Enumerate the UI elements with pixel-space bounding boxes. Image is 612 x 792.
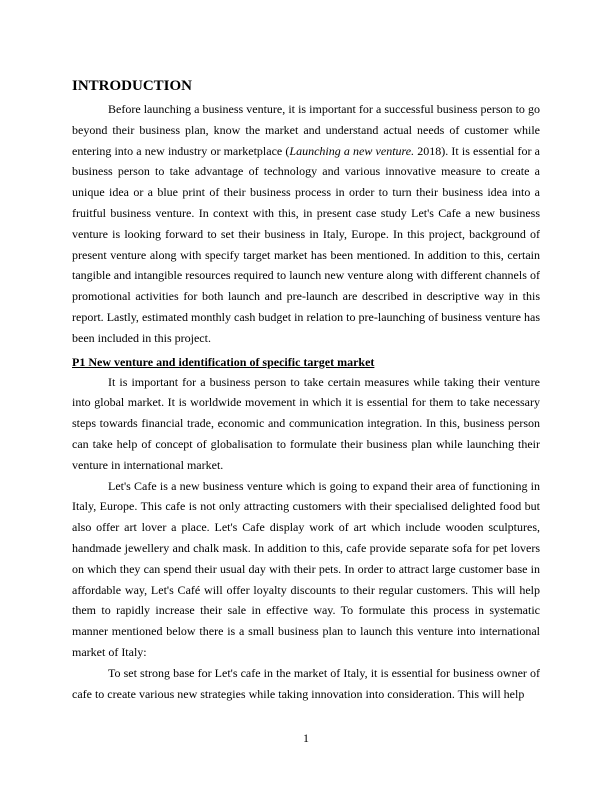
introduction-paragraph xyxy=(72,99,540,349)
page-content xyxy=(72,77,540,704)
intro-text-part-2: 2018). It is essential for a business person to take advantage of technology and various innovative measure to create a unique idea or a blue print of their business process in order to turn their business idea into a fruitful business venture. In context with this, in present case study Let's Cafe a new business venture is looking forward to set their business in Italy, Europe. In this project, background of present venture along with specify target market has been mentioned. In addition to this, certain tangible and intangible resources required to launch new venture along with different channels of promotional activities for both launch and pre-launch are described in descriptive way in this report. Lastly, estimated monthly cash budget in relation to pre-launching of business venture has been included in this project. xyxy=(72,143,541,345)
intro-text-part-1: Before launching a business venture, it is important for a successful business person to go beyond their business plan, know the market and understand actual needs of customer while entering into a new industry or marketplace ( xyxy=(72,102,540,158)
introduction-heading: INTRODUCTION xyxy=(72,78,193,94)
page-number: 1 xyxy=(303,731,309,745)
section-p1-paragraph-1: It is important for a business person to take certain measures while taking their venture into global market. It is worldwide movement in which it is essential for them to take necessary steps towards financial trade, economic and communication integration. In this, business person can take help of concept of globalisation to formulate their business plan while launching their venture in international market. xyxy=(72,374,540,472)
citation-title: Launching a new venture. xyxy=(289,143,415,158)
section-p1-heading: P1 New venture and identification of specific target market xyxy=(72,354,375,369)
section-p1-paragraph-2: Let's Cafe is a new business venture which is going to expand their area of functioning in Italy, Europe. This cafe is not only attracting customers with their specialised delighted food but also offer art lover a place. Let's Cafe display work of art which include wooden sculptures, handmade jewellery and chalk mask. In addition to this, cafe provide separate sofa for pet lovers on which they can spend their usual day with their pets. In order to attract large customer base in affordable way, Let's Café will offer loyalty discounts to their regular customers. This will help them to rapidly increase their sale in effective way. To formulate this process in systematic manner mentioned below there is a small business plan to launch this venture into international market of Italy: xyxy=(72,478,540,659)
section-p1-paragraph-3: To set strong base for Let's cafe in the market of Italy, it is essential for business owner of cafe to create various new strategies while taking innovation into consideration. This will help xyxy=(72,665,540,701)
